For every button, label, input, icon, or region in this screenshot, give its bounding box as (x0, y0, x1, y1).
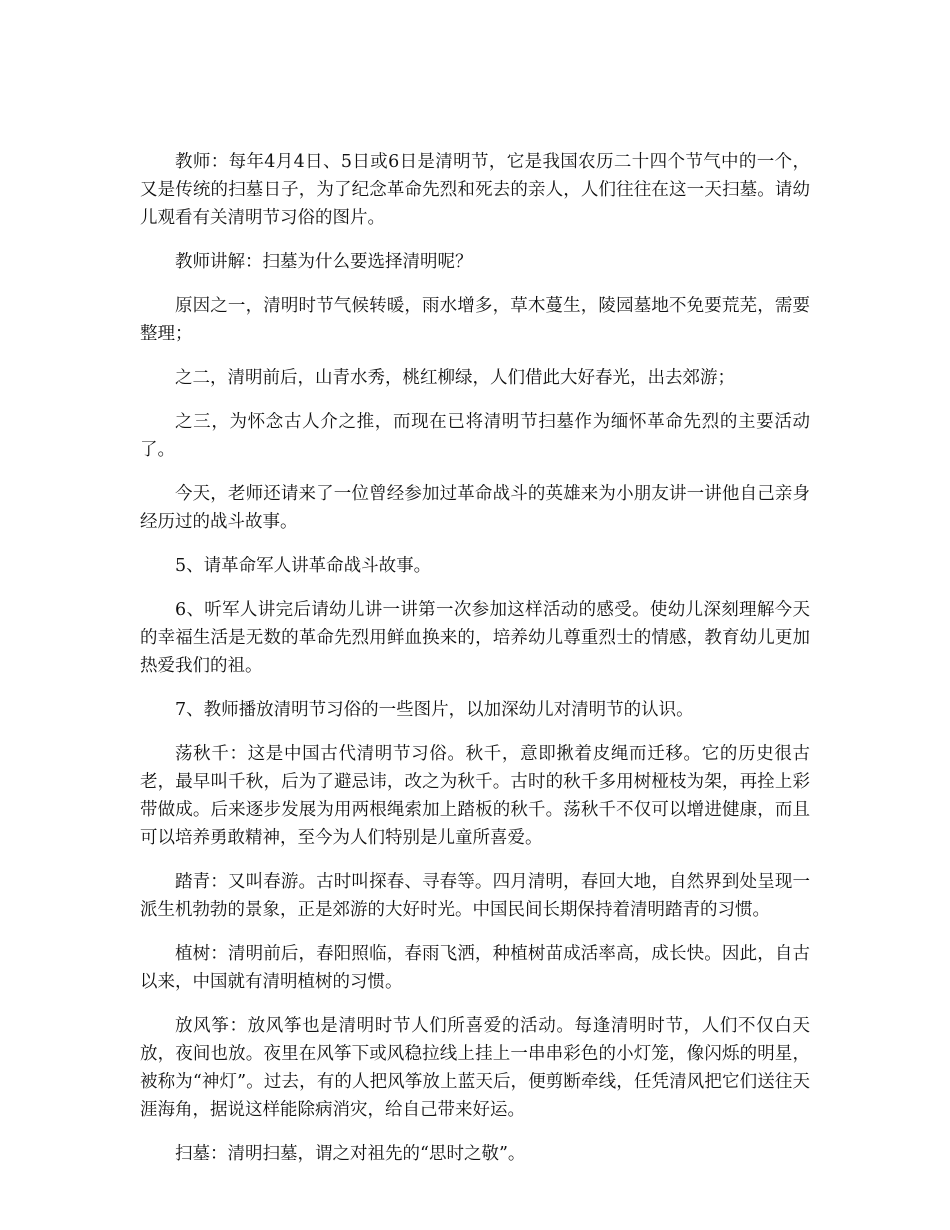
paragraph-reason-three: 之三，为怀念古人介之推，而现在已将清明节扫墓作为缅怀革命先烈的主要活动了。 (140, 412, 810, 460)
paragraph-intro: 教师：每年4月4日、5日或6日是清明节，它是我国农历二十四个节气中的一个，又是传统的扫墓日子，为了纪念革命先烈和死去的亲人，人们往往在这一天扫墓。请幼儿观看有关清明节习俗的图片。 (140, 152, 810, 228)
paragraph-reason-one: 原因之一，清明时节气候转暖，雨水增多，草木蔓生，陵园墓地不免要荒芜，需要整理； (140, 296, 810, 344)
paragraph-kite-flying: 放风筝：放风筝也是清明时节人们所喜爱的活动。每逢清明时节，人们不仅白天放，夜间也放。夜里在风筝下或风稳拉线上挂上一串串彩色的小灯笼，像闪烁的明星，被称为“神灯”。过去，有的人把风筝放上蓝天后，便剪断牵线，任凭清风把它们送往天涯海角，据说这样能除病消灾，给自己带来好运。 (140, 1016, 810, 1120)
paragraph-guest-hero: 今天，老师还请来了一位曾经参加过革命战斗的英雄来为小朋友讲一讲他自己亲身经历过的战斗故事。 (140, 484, 810, 532)
paragraph-question: 教师讲解：扫墓为什么要选择清明呢？ (175, 252, 473, 272)
paragraph-step-5: 5、请革命军人讲革命战斗故事。 (175, 556, 432, 576)
paragraph-tomb-sweeping: 扫墓：清明扫墓，谓之对祖先的“思时之敬”。 (175, 1144, 526, 1164)
paragraph-reason-two: 之二，清明前后，山青水秀，桃红柳绿，人们借此大好春光，出去郊游； (175, 368, 735, 388)
document-body (140, 148, 810, 1184)
paragraph-step-6: 6、听军人讲完后请幼儿讲一讲第一次参加这样活动的感受。使幼儿深刻理解今天的幸福生活是无数的革命先烈用鲜血换来的，培养幼儿尊重烈士的情感，教育幼儿更加热爱我们的祖。 (140, 600, 810, 676)
paragraph-tree-planting: 植树：清明前后，春阳照临，春雨飞洒，种植树苗成活率高，成长快。因此，自古以来，中国就有清明植树的习惯。 (140, 944, 810, 992)
paragraph-swing: 荡秋千：这是中国古代清明节习俗。秋千，意即揪着皮绳而迁移。它的历史很古老，最早叫千秋，后为了避忌讳，改之为秋千。古时的秋千多用树桠枝为架，再拴上彩带做成。后来逐步发展为用两根绳索加上踏板的秋千。荡秋千不仅可以增进健康，而且可以培养勇敢精神，至今为人们特别是儿童所喜爱。 (140, 744, 810, 848)
paragraph-step-7: 7、教师播放清明节习俗的一些图片，以加深幼儿对清明节的认识。 (175, 700, 694, 720)
paragraph-spring-outing: 踏青：又叫春游。古时叫探春、寻春等。四月清明，春回大地，自然界到处呈现一派生机勃勃的景象，正是郊游的大好时光。中国民间长期保持着清明踏青的习惯。 (140, 872, 810, 920)
